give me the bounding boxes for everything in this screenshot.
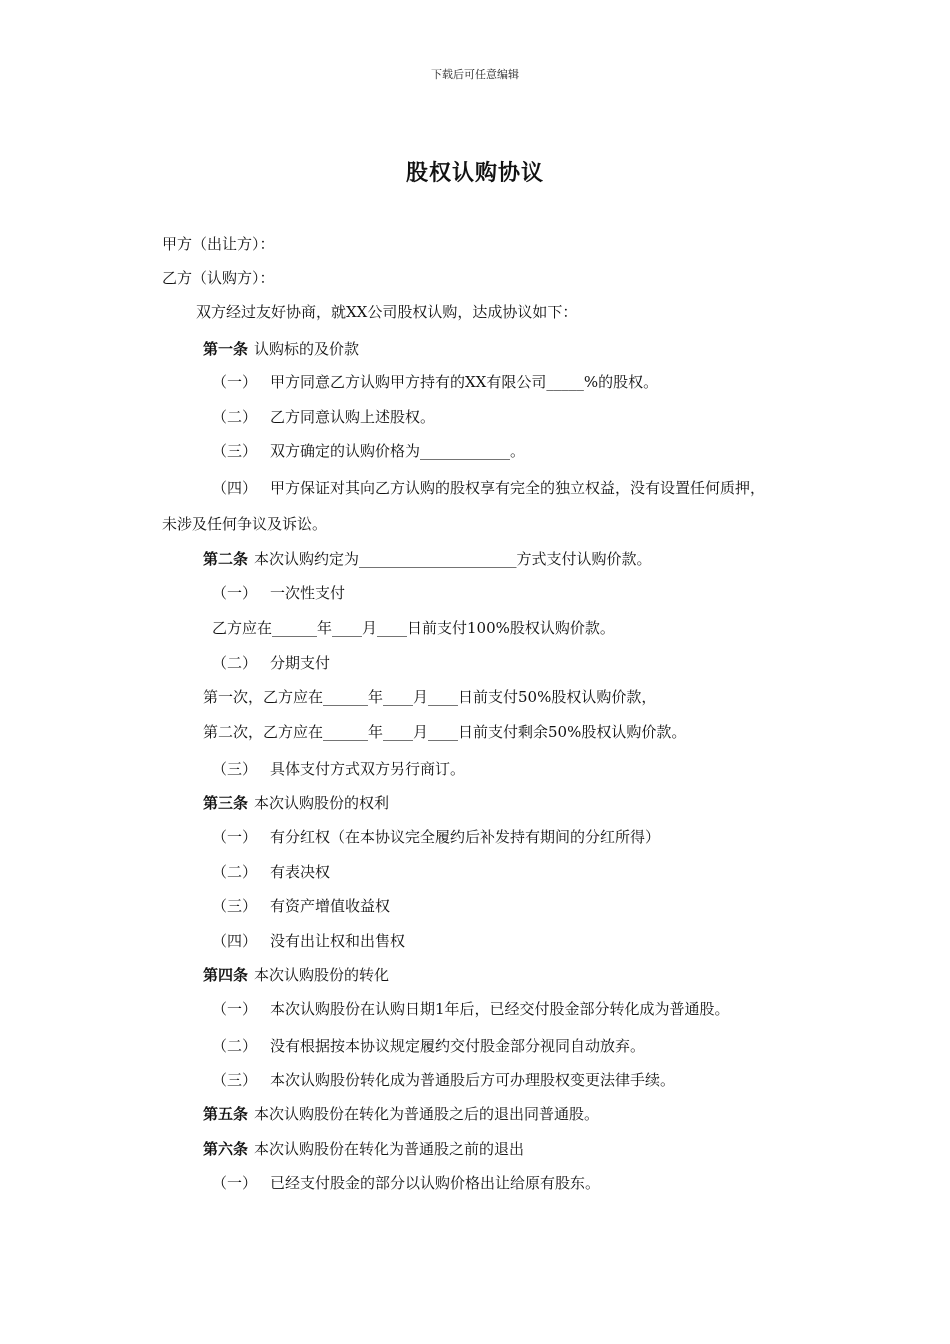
article-title: 本次认购股份的转化 [254,966,390,984]
article-1-item-4-continued: 未涉及任何争议及诉讼。 [162,515,328,533]
item-number: （一） [212,584,258,602]
item-text: 有资产增值收益权 [270,897,391,915]
item-text: 分期支付 [270,654,331,672]
article-title: 本次认购股份在转化为普通股之后的退出同普通股。 [254,1105,600,1123]
party-a-line: 甲方（出让方）： [162,235,275,253]
article-number: 第一条 [203,340,249,358]
item-text: 乙方同意认购上述股权。 [270,408,436,426]
item-number: （二） [212,654,258,672]
item-number: （三） [212,1071,258,1089]
article-3-item-1 [212,827,660,847]
item-number: （二） [212,408,258,426]
article-title: 本次认购股份的权利 [254,794,390,812]
article-number: 第六条 [203,1140,249,1158]
article-1-item-4 [212,478,765,498]
item-text: 没有根据按本协议规定履约交付股金部分视同自动放弃。 [270,1037,646,1055]
article-number: 第四条 [203,966,249,984]
article-6-item-1 [212,1173,600,1193]
article-title: 认购标的及价款 [254,340,360,358]
article-4-item-1 [212,999,730,1019]
article-2-heading [203,549,652,569]
item-text: 已经支付股金的部分以认购价格出让给原有股东。 [270,1174,601,1192]
article-3-item-3 [212,896,390,916]
item-text: 有分红权（在本协议完全履约后补发持有期间的分红所得） [270,828,661,846]
item-number: （一） [212,373,258,391]
item-text: 甲方保证对其向乙方认购的股权享有完全的独立权益，没有设置任何质押， [270,479,766,497]
item-number: （二） [212,1037,258,1055]
item-text: 本次认购股份转化成为普通股后方可办理股权变更法律手续。 [270,1071,676,1089]
article-4-item-3 [212,1070,675,1090]
article-2-item-2-first: 第一次，乙方应在______年____月____日前支付50%股权认购价款， [203,688,657,706]
item-number: （一） [212,1174,258,1192]
article-2-item-2 [212,653,330,673]
intro-paragraph: 双方经过友好协商，就XX公司股权认购，达成协议如下： [196,303,578,321]
article-4-item-2 [212,1036,645,1056]
article-title: 本次认购股份在转化为普通股之前的退出 [254,1140,525,1158]
item-text: 本次认购股份在认购日期1年后，已经交付股金部分转化成为普通股。 [270,1000,730,1018]
article-2-item-1 [212,583,345,603]
article-title: 本次认购约定为_____________________方式支付认购价款。 [254,550,652,568]
article-3-item-4 [212,931,405,951]
article-2-item-3 [212,759,465,779]
article-1-item-2 [212,407,435,427]
article-5-heading [203,1104,599,1124]
item-number: （一） [212,1000,258,1018]
article-6-heading [203,1139,524,1159]
item-number: （四） [212,932,258,950]
item-text: 双方确定的认购价格为____________。 [270,442,526,460]
page-header: 下载后可任意编辑 [431,68,519,81]
item-number: （三） [212,897,258,915]
item-text: 具体支付方式双方另行商订。 [270,760,466,778]
article-1-heading [203,339,359,359]
article-1-item-3 [212,441,525,461]
item-text: 没有出让权和出售权 [270,932,406,950]
document-title: 股权认购协议 [405,160,544,186]
article-1-item-1 [212,372,658,392]
item-number: （三） [212,760,258,778]
item-text: 一次性支付 [270,584,346,602]
item-text: 有表决权 [270,863,331,881]
item-number: （三） [212,442,258,460]
party-b-line: 乙方（认购方）： [162,269,275,287]
item-number: （一） [212,828,258,846]
article-4-heading [203,965,389,985]
item-number: （四） [212,479,258,497]
article-number: 第三条 [203,794,249,812]
article-2-item-1-detail: 乙方应在______年____月____日前支付100%股权认购价款。 [212,619,615,637]
article-number: 第五条 [203,1105,249,1123]
article-2-item-2-second: 第二次，乙方应在______年____月____日前支付剩余50%股权认购价款。 [203,723,687,741]
item-number: （二） [212,863,258,881]
article-number: 第二条 [203,550,249,568]
article-3-item-2 [212,862,330,882]
article-3-heading [203,793,389,813]
item-text: 甲方同意乙方认购甲方持有的XX有限公司_____%的股权。 [270,373,659,391]
